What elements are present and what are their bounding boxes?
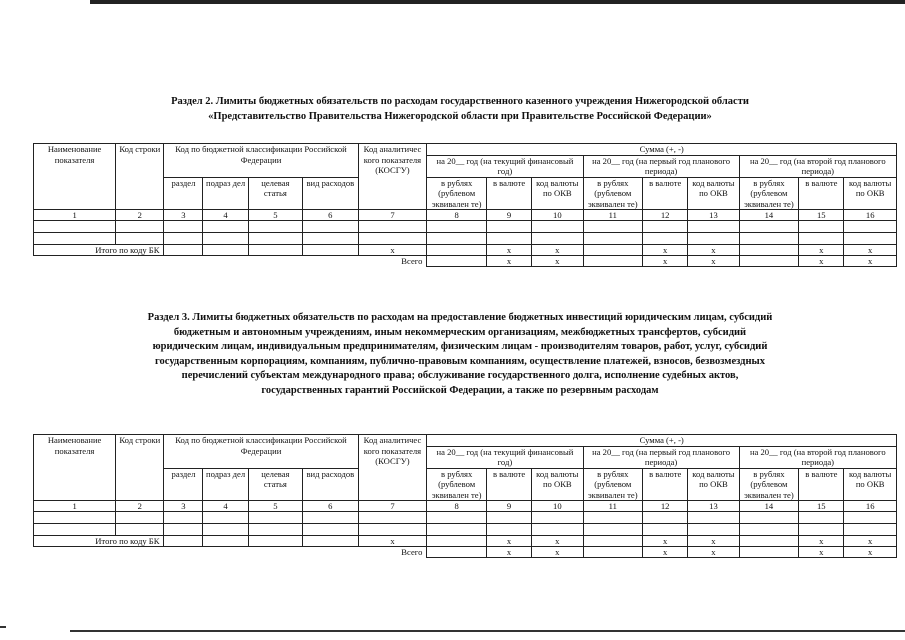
top-border-line: [90, 0, 905, 4]
x-mark: x: [486, 245, 531, 256]
column-number: 14: [739, 501, 799, 512]
section3-title-line: государственных гарантий Российской Федерации, а также по резервным расходам: [261, 384, 659, 396]
subheader-rubles: в рублях (рублевом эквивален те): [583, 177, 643, 210]
column-number: 6: [303, 501, 358, 512]
column-number: 3: [164, 210, 203, 221]
subheader-rubles: в рублях (рублевом эквивален те): [583, 468, 643, 501]
column-number: 5: [248, 210, 302, 221]
subheader-okv: код валюты по ОКВ: [688, 468, 739, 501]
column-number: 13: [688, 210, 739, 221]
x-mark: x: [688, 256, 739, 267]
x-mark: x: [688, 536, 739, 547]
section2-limits-table: [33, 143, 897, 267]
total-bk-label: Итого по коду БК: [34, 536, 164, 547]
column-number: 16: [844, 210, 897, 221]
header-year-current: на 20__ год (на текущий финансовый год): [427, 446, 583, 468]
column-number: 11: [583, 210, 643, 221]
column-number: 14: [739, 210, 799, 221]
column-number: 7: [358, 210, 427, 221]
header-year-second: на 20__ год (на второй год планового периода): [739, 446, 896, 468]
column-number: 10: [532, 501, 583, 512]
subheader-okv: код валюты по ОКВ: [532, 177, 583, 210]
column-number: 5: [248, 501, 302, 512]
header-year-second: на 20__ год (на второй год планового периода): [739, 155, 896, 177]
column-number: 9: [486, 210, 531, 221]
bottom-border-line: [70, 630, 905, 632]
header-code: Код строки: [116, 435, 164, 501]
x-mark: x: [486, 536, 531, 547]
column-number: 8: [427, 501, 487, 512]
total-all-row: [34, 547, 897, 558]
total-bk-row: [34, 536, 897, 547]
subheader-expense-type: вид расходов: [303, 468, 358, 501]
subheader-rubles: в рублях (рублевом эквивален те): [427, 177, 487, 210]
column-number: 2: [116, 210, 164, 221]
subheader-target: целевая статья: [248, 177, 302, 210]
column-number: 2: [116, 501, 164, 512]
x-mark: x: [688, 245, 739, 256]
subheader-section: раздел: [164, 468, 203, 501]
x-mark: x: [643, 547, 688, 558]
x-mark: x: [799, 245, 844, 256]
scan-mark: [0, 626, 6, 628]
subheader-currency: в валюте: [799, 468, 844, 501]
header-year-first: на 20__ год (на первый год планового периода): [583, 446, 739, 468]
x-mark: x: [799, 547, 844, 558]
column-number: 1: [34, 501, 116, 512]
header-year-current: на 20__ год (на текущий финансовый год): [427, 155, 583, 177]
column-number: 13: [688, 501, 739, 512]
subheader-okv: код валюты по ОКВ: [688, 177, 739, 210]
x-mark: x: [532, 245, 583, 256]
header-bk: Код по бюджетной классификации Российской Федерации: [164, 435, 358, 469]
column-number: 12: [643, 210, 688, 221]
table-row: [34, 233, 897, 245]
table-row: [34, 221, 897, 233]
column-number: 15: [799, 210, 844, 221]
section3-title-line: государственным корпорациям, компаниям, публично-правовым компаниям, осуществление платежей, взносов, безвозмездных: [155, 355, 765, 367]
subheader-target: целевая статья: [248, 468, 302, 501]
column-number: 12: [643, 501, 688, 512]
column-number: 10: [532, 210, 583, 221]
x-mark: x: [486, 256, 531, 267]
x-mark: x: [358, 536, 427, 547]
x-mark: x: [643, 536, 688, 547]
header-analytic: Код аналитичес кого показателя (КОСГУ): [358, 435, 427, 501]
header-sum: Сумма (+, -): [427, 144, 897, 156]
section3-title: [30, 311, 890, 398]
section2-title: [30, 95, 890, 124]
header-code: Код строки: [116, 144, 164, 210]
subheader-rubles: в рублях (рублевом эквивален те): [427, 468, 487, 501]
section2-title-line: Раздел 2. Лимиты бюджетных обязательств по расходам государственного казенного учреждения Нижегородской области: [171, 96, 749, 107]
column-number: 11: [583, 501, 643, 512]
x-mark: x: [844, 256, 897, 267]
x-mark: x: [688, 547, 739, 558]
total-bk-row: [34, 245, 897, 256]
total-bk-label: Итого по коду БК: [34, 245, 164, 256]
subheader-currency: в валюте: [799, 177, 844, 210]
x-mark: x: [844, 245, 897, 256]
subheader-rubles: в рублях (рублевом эквивален те): [739, 177, 799, 210]
x-mark: x: [799, 256, 844, 267]
header-year-first: на 20__ год (на первый год планового периода): [583, 155, 739, 177]
subheader-okv: код валюты по ОКВ: [532, 468, 583, 501]
subheader-currency: в валюте: [643, 468, 688, 501]
header-name: Наименование показателя: [34, 435, 116, 501]
column-number: 3: [164, 501, 203, 512]
section3-title-line: юридическим лицам, индивидуальным предпринимателям, физическим лицам - производителям товаров, работ, услуг, субсидий: [152, 341, 768, 352]
section3-title-line: перечислений субъектам международного права; обслуживание государственного долга, исполнение судебных актов,: [181, 370, 739, 381]
subheader-currency: в валюте: [486, 177, 531, 210]
x-mark: x: [844, 547, 897, 558]
total-all-label: Всего: [34, 547, 427, 558]
subheader-subsection: подраз дел: [203, 177, 248, 210]
header-analytic: Код аналитичес кого показателя (КОСГУ): [358, 144, 427, 210]
subheader-okv: код валюты по ОКВ: [844, 177, 897, 210]
column-number: 8: [427, 210, 487, 221]
table-row: [34, 524, 897, 536]
x-mark: x: [532, 536, 583, 547]
column-number: 9: [486, 501, 531, 512]
header-bk: Код по бюджетной классификации Российской Федерации: [164, 144, 358, 178]
total-all-label: Всего: [34, 256, 427, 267]
column-number: 7: [358, 501, 427, 512]
x-mark: x: [844, 536, 897, 547]
subheader-currency: в валюте: [486, 468, 531, 501]
total-all-row: [34, 256, 897, 267]
subheader-okv: код валюты по ОКВ: [844, 468, 897, 501]
column-number: 16: [844, 501, 897, 512]
x-mark: x: [643, 256, 688, 267]
subheader-currency: в валюте: [643, 177, 688, 210]
header-sum: Сумма (+, -): [427, 435, 897, 447]
subheader-expense-type: вид расходов: [303, 177, 358, 210]
column-number: 6: [303, 210, 358, 221]
table-row: [34, 512, 897, 524]
column-number: 15: [799, 501, 844, 512]
x-mark: x: [532, 256, 583, 267]
x-mark: x: [532, 547, 583, 558]
header-name: Наименование показателя: [34, 144, 116, 210]
column-number: 1: [34, 210, 116, 221]
section3-title-line: Раздел 3. Лимиты бюджетных обязательств по расходам на предоставление бюджетных инвестиций юридическим лицам, субсидий: [147, 312, 773, 323]
x-mark: x: [799, 536, 844, 547]
subheader-subsection: подраз дел: [203, 468, 248, 501]
column-number: 4: [203, 501, 248, 512]
x-mark: x: [486, 547, 531, 558]
x-mark: x: [643, 245, 688, 256]
subheader-section: раздел: [164, 177, 203, 210]
section3-limits-table: [33, 434, 897, 558]
section2-title-line: «Представительство Правительства Нижегородской области при Правительстве Российской Федерации»: [208, 110, 712, 122]
section3-title-line: бюджетным и автономным учреждениям, иным некоммерческим организациям, межбюджетных трансфертов, субсидий: [173, 326, 747, 338]
column-number: 4: [203, 210, 248, 221]
subheader-rubles: в рублях (рублевом эквивален те): [739, 468, 799, 501]
x-mark: x: [358, 245, 427, 256]
